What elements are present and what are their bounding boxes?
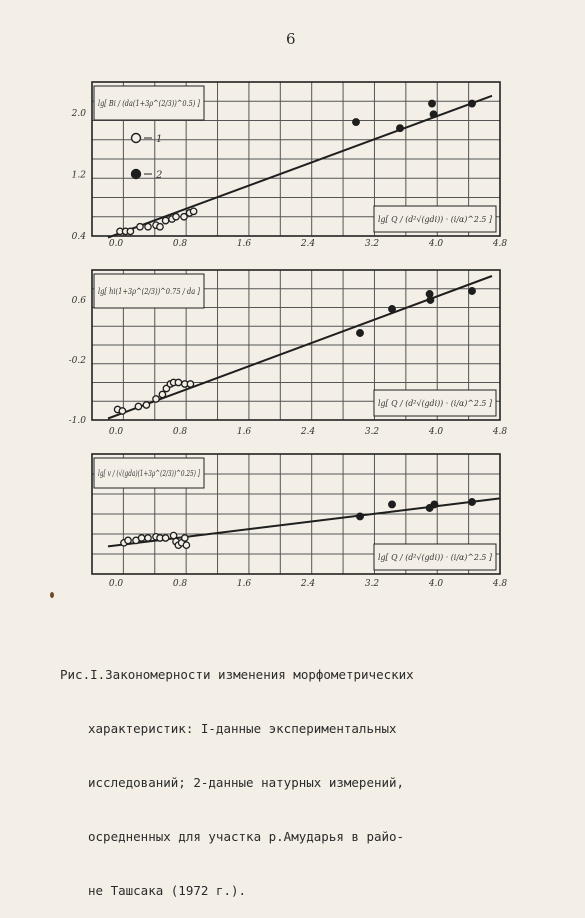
data-point-open bbox=[145, 535, 151, 541]
x-tick-label: 0.8 bbox=[172, 239, 188, 249]
x-tick-label: 0.0 bbox=[108, 239, 124, 249]
x-tick-label: 4.8 bbox=[492, 579, 508, 589]
x-tick-label: 4.8 bbox=[492, 427, 508, 437]
x-tick-label: 4.0 bbox=[428, 239, 444, 249]
y-axis-label bbox=[94, 86, 204, 120]
x-tick-label: 2.4 bbox=[300, 427, 316, 437]
chart-panel-1 bbox=[0, 70, 585, 260]
data-point-open bbox=[135, 403, 141, 409]
data-point-open bbox=[127, 228, 133, 234]
y-axis-label-text: lg[ hi(1+3ρ^(2/3))^0.75 / da ] bbox=[98, 286, 201, 296]
data-point-filled bbox=[397, 125, 404, 132]
x-tick-label: 4.8 bbox=[492, 239, 508, 249]
caption-line: Рис.I.Закономерности изменения морфометрических bbox=[60, 667, 414, 682]
data-point-open bbox=[138, 535, 144, 541]
data-point-open bbox=[125, 537, 131, 543]
x-tick-label: 0.0 bbox=[108, 579, 124, 589]
page-number: 6 bbox=[286, 30, 296, 48]
data-point-filled bbox=[389, 306, 396, 313]
x-tick-label: 0.8 bbox=[172, 579, 188, 589]
legend-label: 2 bbox=[156, 170, 163, 181]
data-point-open bbox=[137, 224, 143, 230]
data-point-open bbox=[162, 535, 168, 541]
chart-panel-2 bbox=[0, 262, 585, 442]
x-axis-label bbox=[374, 206, 496, 232]
x-tick-label: 3.2 bbox=[364, 579, 380, 589]
y-axis-label bbox=[94, 274, 204, 308]
y-tick-label: -0.2 bbox=[68, 356, 86, 366]
data-point-open bbox=[159, 391, 165, 397]
legend-marker-open bbox=[132, 134, 141, 143]
data-point-open bbox=[162, 217, 168, 223]
caption-line: исследований; 2-данные натурных измерений, bbox=[88, 775, 405, 790]
data-point-open bbox=[190, 208, 196, 214]
y-tick-label: -1.0 bbox=[68, 416, 86, 426]
legend-label: 1 bbox=[156, 134, 163, 145]
x-tick-label: 1.6 bbox=[236, 239, 252, 249]
y-tick-label: 2.0 bbox=[71, 108, 86, 119]
x-tick-label: 0.8 bbox=[172, 427, 188, 437]
data-point-open bbox=[143, 402, 149, 408]
data-point-open bbox=[183, 542, 189, 548]
x-tick-label: 1.6 bbox=[236, 427, 252, 437]
caption-line: осредненных для участка р.Амударья в райо- bbox=[88, 829, 405, 844]
y-tick-label: 0.6 bbox=[71, 296, 86, 306]
y-axis-label-text: lg[ v / (√(gda)(1+3ρ^(2/3))^0.25) ] bbox=[98, 468, 201, 478]
data-point-filled bbox=[469, 100, 476, 107]
data-point-open bbox=[175, 379, 181, 385]
x-tick-label: 1.6 bbox=[236, 579, 252, 589]
data-point-open bbox=[173, 214, 179, 220]
y-axis-label bbox=[94, 458, 204, 488]
data-point-open bbox=[187, 381, 193, 387]
data-point-open bbox=[157, 224, 163, 230]
x-tick-label: 2.4 bbox=[300, 239, 316, 249]
data-point-open bbox=[145, 224, 151, 230]
x-tick-label: 2.4 bbox=[300, 579, 316, 589]
y-tick-label: 0.4 bbox=[71, 232, 86, 242]
data-point-filled bbox=[357, 330, 364, 337]
data-point-filled bbox=[469, 288, 476, 295]
data-point-filled bbox=[431, 501, 438, 508]
data-point-filled bbox=[429, 100, 436, 107]
x-tick-label: 0.0 bbox=[108, 427, 124, 437]
x-tick-label: 4.0 bbox=[428, 427, 444, 437]
data-point-open bbox=[182, 535, 188, 541]
ink-speck bbox=[50, 592, 54, 598]
x-axis-label bbox=[374, 544, 496, 570]
legend-marker-filled bbox=[132, 170, 141, 179]
x-axis-label-text: lg[ Q / (d²√(gdi)) · (i/α)^2.5 ] bbox=[378, 399, 493, 408]
data-point-filled bbox=[357, 513, 364, 520]
data-point-filled bbox=[430, 111, 437, 118]
chart-panel-3 bbox=[0, 448, 585, 598]
data-point-filled bbox=[389, 501, 396, 508]
data-point-filled bbox=[469, 499, 476, 506]
x-axis-label-text: lg[ Q / (d²√(gdi)) · (i/α)^2.5 ] bbox=[378, 553, 493, 562]
caption-line: характеристик: I-данные экспериментальных bbox=[88, 721, 397, 736]
data-point-filled bbox=[353, 119, 360, 126]
figure-caption bbox=[60, 630, 480, 918]
y-axis-label-text: lg[ Bi / (da(1+3ρ^(2/3))^0.5) ] bbox=[98, 98, 201, 108]
x-tick-label: 3.2 bbox=[364, 239, 380, 249]
x-tick-label: 3.2 bbox=[364, 427, 380, 437]
data-point-filled bbox=[427, 297, 434, 304]
y-tick-label: 1.2 bbox=[71, 170, 86, 181]
x-tick-label: 4.0 bbox=[428, 579, 444, 589]
caption-line: не Ташсака (1972 г.). bbox=[88, 883, 247, 898]
x-axis-label-text: lg[ Q / (d²√(gdi)) · (i/α)^2.5 ] bbox=[378, 215, 493, 224]
x-axis-label bbox=[374, 390, 496, 416]
data-point-open bbox=[119, 408, 125, 414]
data-point-open bbox=[153, 396, 159, 402]
